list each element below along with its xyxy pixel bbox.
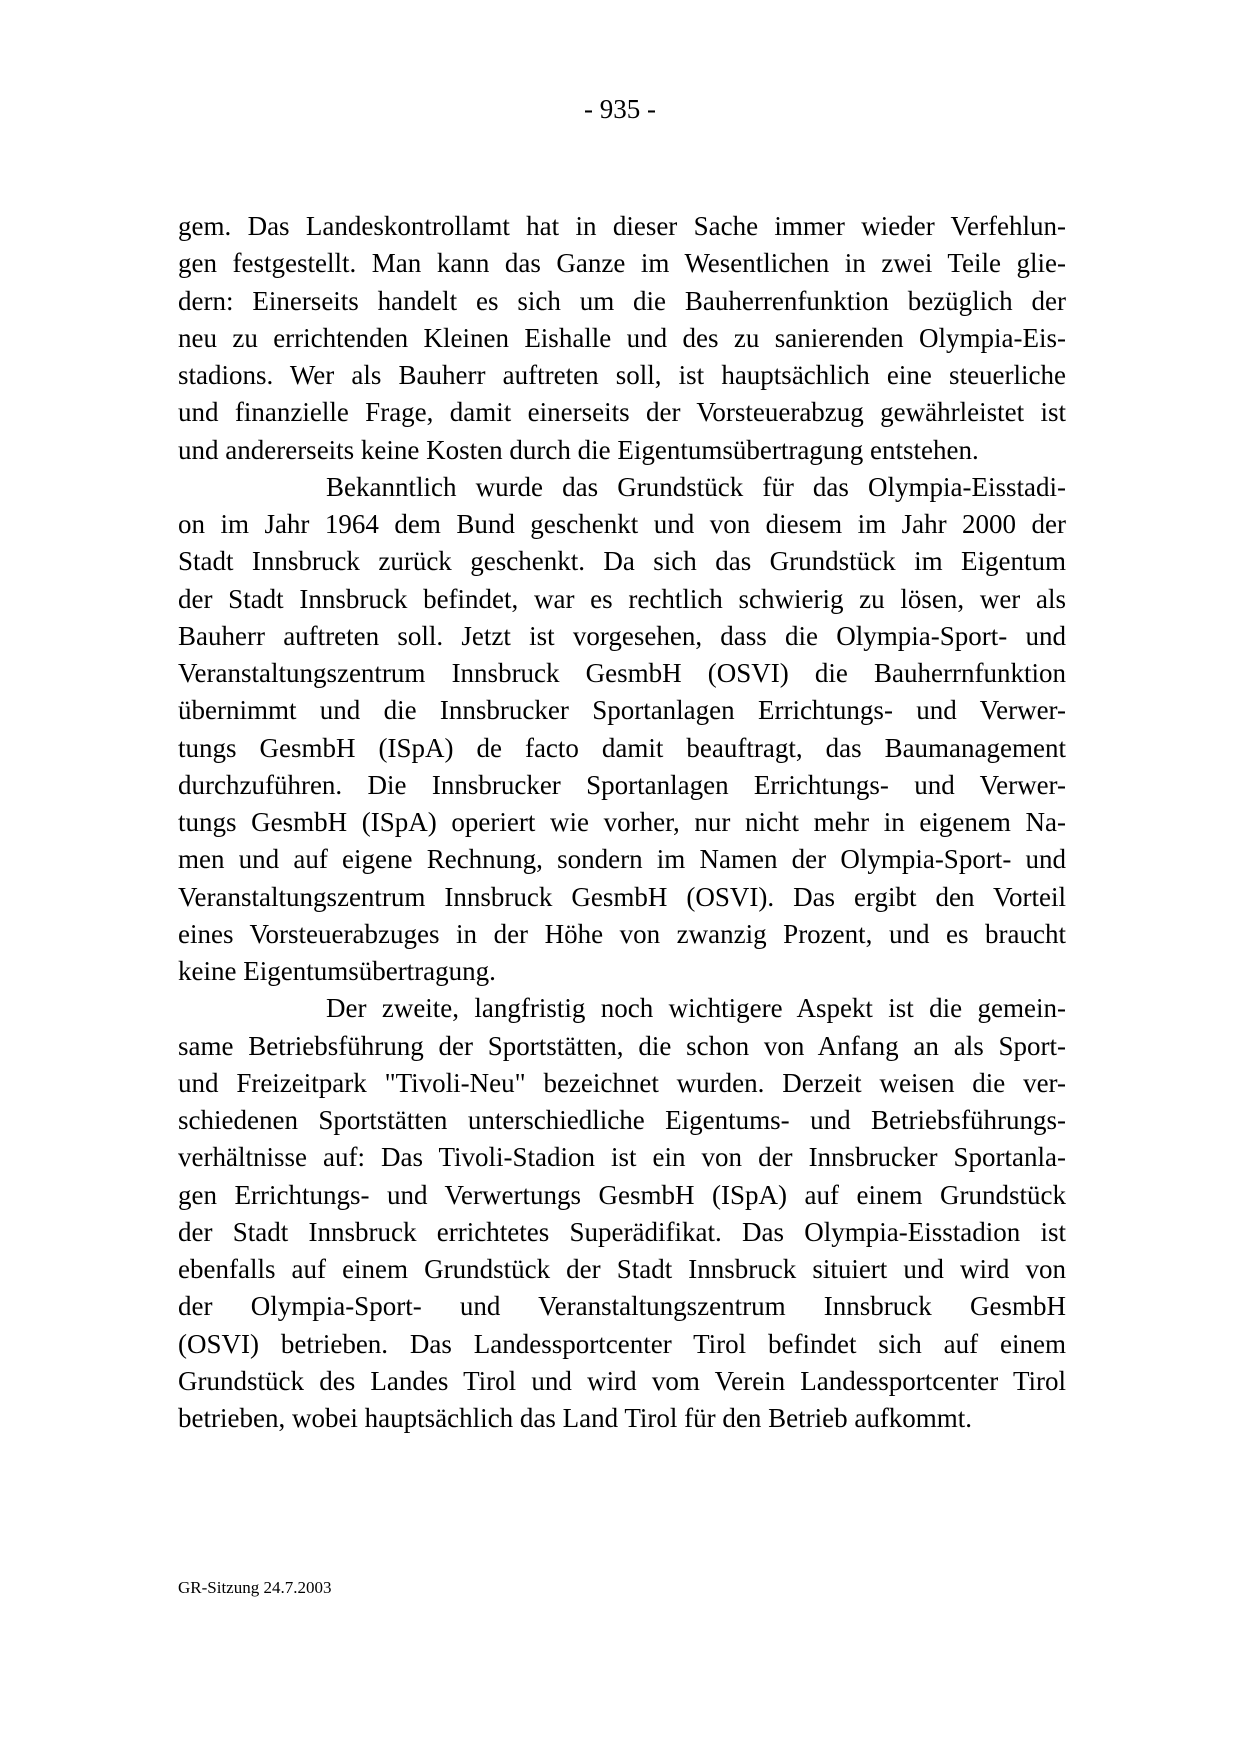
text-line: gen Errichtungs- und Verwertungs GesmbH (ISpA) auf einem Grundstück: [178, 1179, 1066, 1210]
text-line: verhältnisse auf: Das Tivoli-Stadion ist ein von der Innsbrucker Sportanla-: [178, 1142, 1066, 1173]
text-line: Bekanntlich wurde das Grundstück für das Olympia-Eisstadi-: [326, 471, 1066, 502]
text-line: men und auf eigene Rechnung, sondern im Namen der Olympia-Sport- und: [178, 844, 1066, 875]
text-line: der Stadt Innsbruck befindet, war es rechtlich schwierig zu lösen, wer als: [178, 583, 1066, 614]
text-line: stadions. Wer als Bauherr auftreten soll, ist hauptsächlich eine steuerliche: [178, 360, 1066, 390]
text-line: betrieben, wobei hauptsächlich das Land Tirol für den Betrieb aufkommt.: [178, 1403, 973, 1433]
page-number: - 935 -: [584, 94, 656, 124]
text-line: tungs GesmbH (ISpA) de facto damit beauftragt, das Baumanagement: [178, 732, 1066, 763]
text-line: und finanzielle Frage, damit einerseits der Vorsteuerabzug gewährleistet ist: [178, 397, 1066, 428]
text-line: und andererseits keine Kosten durch die Eigentumsübertragung entstehen.: [178, 434, 979, 465]
text-line: Stadt Innsbruck zurück geschenkt. Da sich das Grundstück im Eigentum: [178, 546, 1066, 577]
text-line: gen festgestellt. Man kann das Ganze im Wesentlichen in zwei Teile glie-: [178, 248, 1066, 279]
text-line: neu zu errichtenden Kleinen Eishalle und des zu sanierenden Olympia-Eis-: [178, 322, 1066, 353]
text-line: (OSVI) betrieben. Das Landessportcenter Tirol befindet sich auf einem: [178, 1328, 1066, 1359]
text-line: Bauherr auftreten soll. Jetzt ist vorgesehen, dass die Olympia-Sport- und: [178, 620, 1066, 651]
text-line: durchzuführen. Die Innsbrucker Sportanlagen Errichtungs- und Verwer-: [178, 769, 1066, 800]
text-line: same Betriebsführung der Sportstätten, die schon von Anfang an als Sport-: [178, 1030, 1066, 1061]
text-line: gem. Das Landeskontrollamt hat in dieser Sache immer wieder Verfehlun-: [178, 211, 1066, 241]
text-line: Veranstaltungszentrum Innsbruck GesmbH (OSVI) die Bauherrnfunktion: [178, 658, 1066, 688]
text-line: on im Jahr 1964 dem Bund geschenkt und von diesem im Jahr 2000 der: [178, 509, 1066, 539]
text-line: eines Vorsteuerabzuges in der Höhe von zwanzig Prozent, und es braucht: [178, 918, 1066, 949]
text-line: Der zweite, langfristig noch wichtigere Aspekt ist die gemein-: [326, 993, 1066, 1024]
text-line: übernimmt und die Innsbrucker Sportanlagen Errichtungs- und Verwer-: [178, 695, 1066, 726]
text-line: der Olympia-Sport- und Veranstaltungszentrum Innsbruck GesmbH: [178, 1291, 1066, 1322]
text-line: Grundstück des Landes Tirol und wird vom Verein Landessportcenter Tirol: [178, 1365, 1066, 1396]
text-line: tungs GesmbH (ISpA) operiert wie vorher, nur nicht mehr in eigenem Na-: [178, 807, 1066, 837]
text-line: schiedenen Sportstätten unterschiedliche Eigentums- und Betriebsführungs-: [178, 1105, 1066, 1135]
text-line: der Stadt Innsbruck errichtetes Superädifikat. Das Olympia-Eisstadion ist: [178, 1216, 1066, 1247]
footer-session-date: GR-Sitzung 24.7.2003: [178, 1578, 332, 1597]
text-line: Veranstaltungszentrum Innsbruck GesmbH (OSVI). Das ergibt den Vorteil: [178, 881, 1066, 912]
text-line: ebenfalls auf einem Grundstück der Stadt Innsbruck situiert und wird von: [178, 1254, 1066, 1284]
body-text: [178, 208, 1066, 1437]
text-line: keine Eigentumsübertragung.: [178, 956, 496, 986]
text-line: dern: Einerseits handelt es sich um die Bauherrenfunktion bezüglich der: [178, 285, 1066, 316]
text-line: und Freizeitpark "Tivoli-Neu" bezeichnet wurden. Derzeit weisen die ver-: [178, 1067, 1066, 1098]
